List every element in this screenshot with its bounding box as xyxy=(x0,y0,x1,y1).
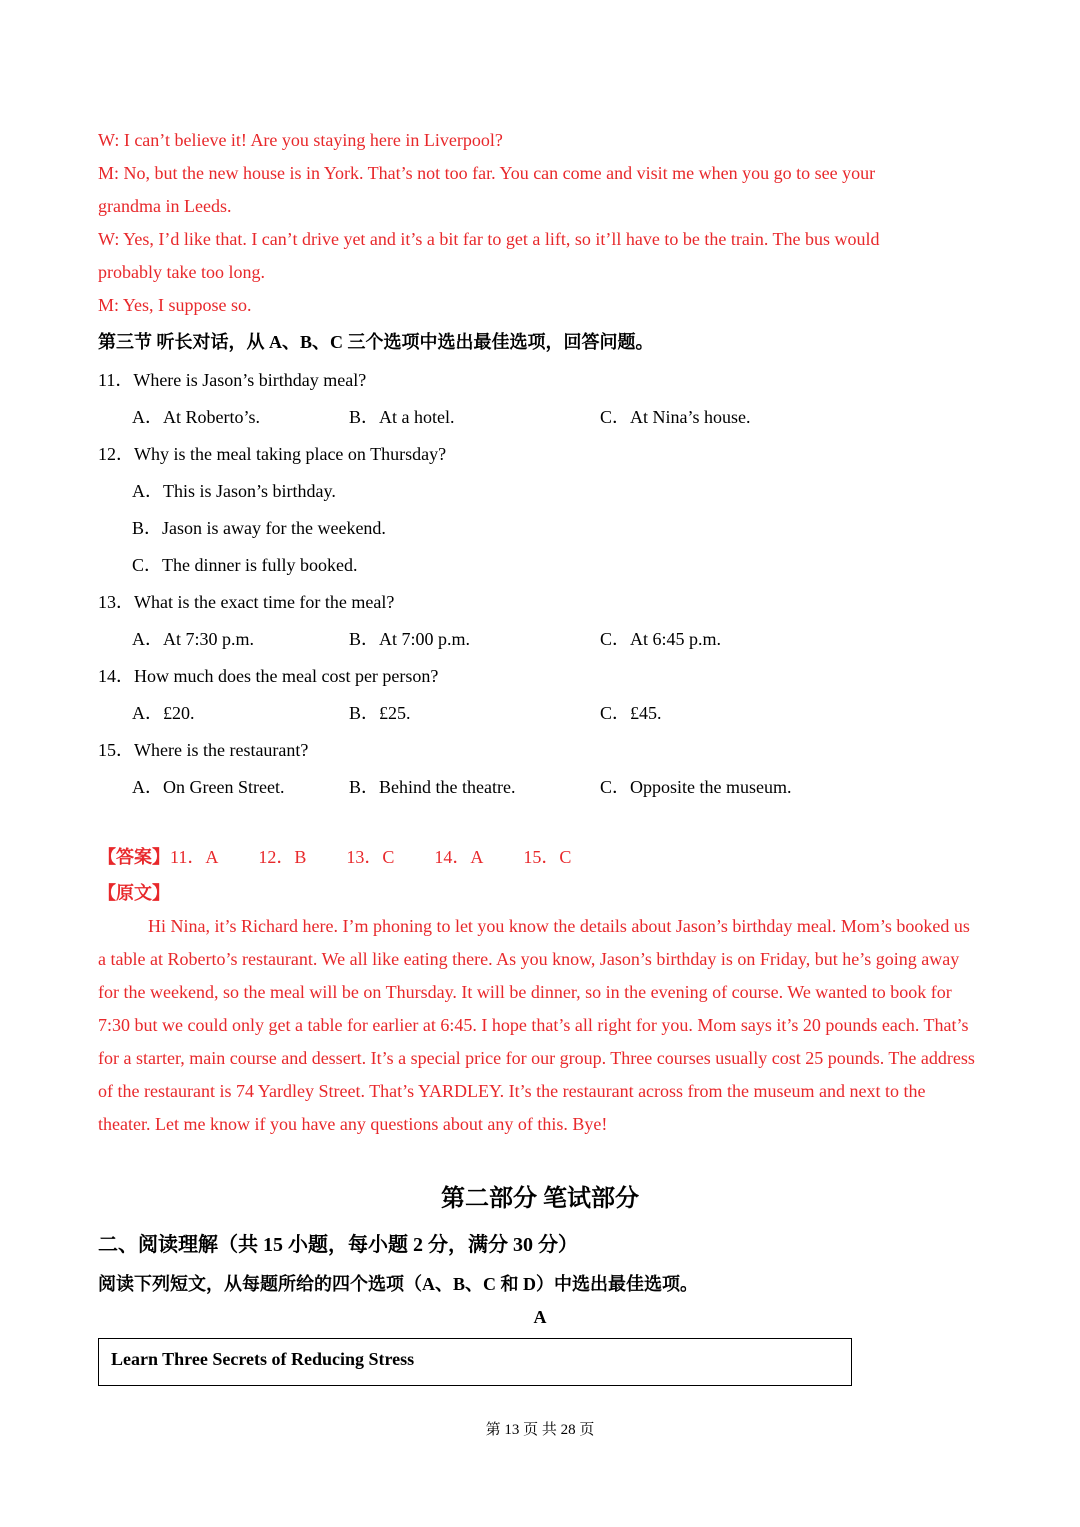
option-c: C．The dinner is fully booked. xyxy=(132,555,358,575)
original-label: 【原文】 xyxy=(98,883,170,903)
dialogue-line: W: Yes, I’d like that. I can’t drive yet and it’s a bit far to get a lift, so it’ll have to be the train. The bus would xyxy=(98,229,880,249)
option-a: A．At 7:30 p.m. xyxy=(132,629,255,649)
answer-item: 14．A xyxy=(434,847,484,867)
dialogue-line: M: No, but the new house is in York. That’s not too far. You can come and visit me when you go to see your xyxy=(98,163,876,183)
question-stem: 14．How much does the meal cost per person? xyxy=(98,666,439,686)
passage-title: Learn Three Secrets of Reducing Stress xyxy=(111,1349,415,1369)
question-stem: 11．Where is Jason’s birthday meal? xyxy=(98,370,367,390)
option-a: A．At Roberto’s. xyxy=(132,407,260,427)
answer-item: 13．C xyxy=(346,847,395,867)
answer-row xyxy=(98,843,571,869)
option-b: B．At 7:00 p.m. xyxy=(349,629,471,649)
option-b: B．Jason is away for the weekend. xyxy=(132,518,386,538)
option-c: C．Opposite the museum. xyxy=(600,777,792,797)
answer-item: 12．B xyxy=(258,847,307,867)
passage-letter: A xyxy=(533,1307,547,1327)
option-c: C．At 6:45 p.m. xyxy=(600,629,722,649)
reading-heading: 二、阅读理解（共 15 小题，每小题 2 分，满分 30 分） xyxy=(98,1234,578,1256)
answer-label: 【答案】 xyxy=(98,847,170,867)
option-a: A．On Green Street. xyxy=(132,777,285,797)
original-text: Hi Nina, it’s Richard here. I’m phoning to let you know the details about Jason’s birthday meal. Mom’s booked us a table at Roberto’s restaurant. We all like eating there. As you know, Jason’s birthday is on Friday, but he’s going away for the weekend, so the meal will be on Thursday. It will be dinner, so in the evening of course. We wanted to book for 7:30 but we could only get a table for earlier at 6:45. I hope that’s all right for you. Mom says it’s 20 pounds each. That’s for a starter, main course and dessert. It’s a special price for our group. Three courses usually cost 25 pounds. The address of the restaurant is 74 Yardley Street. That’s YARDLEY. It’s the restaurant across from the museum and next to the theater. Let me know if you have any questions about any of this. Bye! xyxy=(98,916,975,1134)
passage-title-box xyxy=(98,1338,852,1386)
question-stem: 12．Why is the meal taking place on Thursday? xyxy=(98,444,447,464)
dialogue-line: grandma in Leeds. xyxy=(98,196,232,216)
answer-item: 15．C xyxy=(523,847,572,867)
part-title: 第二部分 笔试部分 xyxy=(441,1186,639,1212)
option-b: B．Behind the theatre. xyxy=(349,777,516,797)
page-footer: 第 13 页 共 28 页 xyxy=(485,1422,595,1438)
question-stem: 13．What is the exact time for the meal? xyxy=(98,592,395,612)
option-a: A．This is Jason’s birthday. xyxy=(132,481,336,501)
option-c: C．At Nina’s house. xyxy=(600,407,751,427)
option-b: B．£25. xyxy=(349,703,411,723)
section-heading: 第三节 听长对话，从 A、B、C 三个选项中选出最佳选项，回答问题。 xyxy=(98,332,654,352)
dialogue-line: M: Yes, I suppose so. xyxy=(98,295,252,315)
dialogue-line: W: I can’t believe it! Are you staying here in Liverpool? xyxy=(98,130,503,150)
option-b: B．At a hotel. xyxy=(349,407,455,427)
option-a: A．£20. xyxy=(132,703,195,723)
option-c: C．£45. xyxy=(600,703,662,723)
reading-instruction: 阅读下列短文，从每题所给的四个选项（A、B、C 和 D）中选出最佳选项。 xyxy=(98,1274,698,1294)
answer-item: 11．A xyxy=(170,847,219,867)
question-stem: 15．Where is the restaurant? xyxy=(98,740,309,760)
dialogue-line: probably take too long. xyxy=(98,262,265,282)
